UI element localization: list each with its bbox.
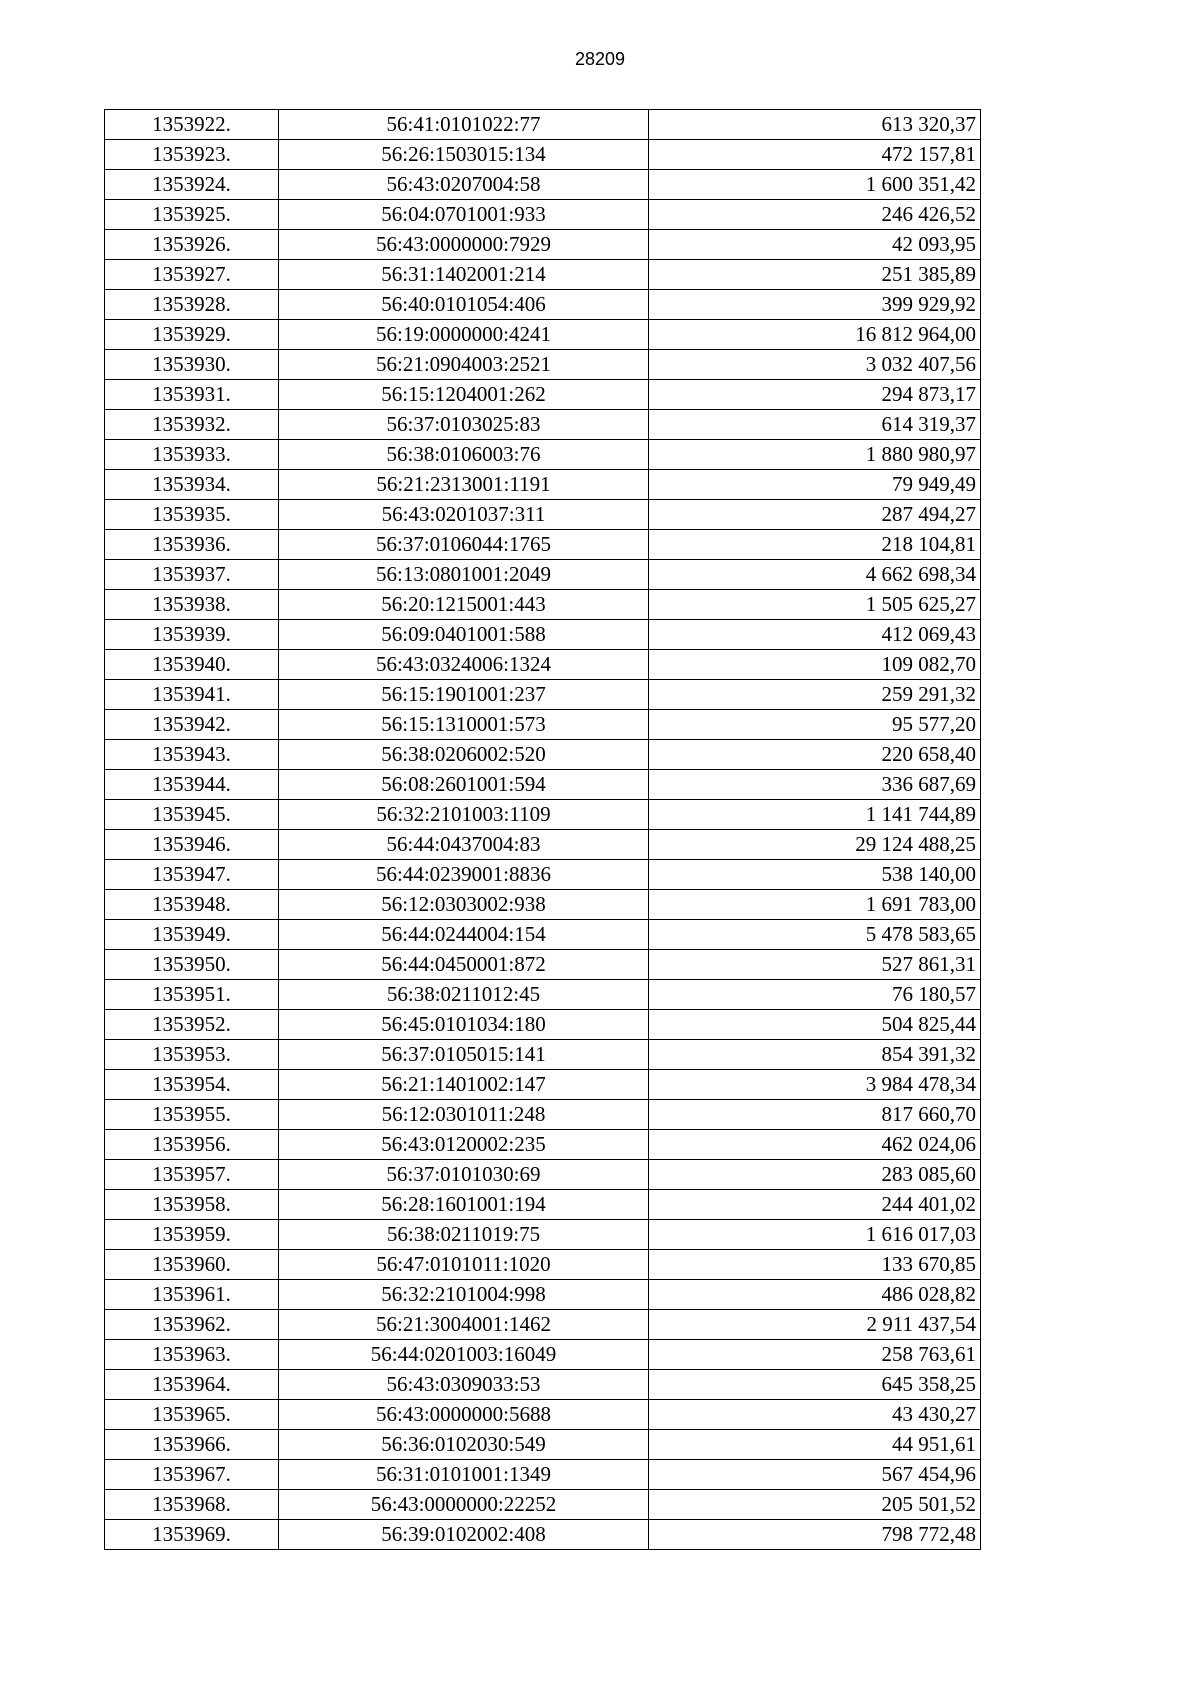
cadastral-number-cell: 56:20:1215001:443	[279, 590, 649, 620]
cadastral-number-cell: 56:43:0000000:5688	[279, 1400, 649, 1430]
table-row	[105, 1250, 981, 1280]
table-row	[105, 710, 981, 740]
table-row	[105, 1070, 981, 1100]
value-cell: 462 024,06	[649, 1130, 981, 1160]
cadastral-number-cell: 56:32:2101003:1109	[279, 800, 649, 830]
row-number-cell: 1353968.	[105, 1490, 279, 1520]
value-cell: 486 028,82	[649, 1280, 981, 1310]
value-cell: 412 069,43	[649, 620, 981, 650]
value-cell: 645 358,25	[649, 1370, 981, 1400]
cadastral-number-cell: 56:43:0000000:7929	[279, 230, 649, 260]
value-cell: 16 812 964,00	[649, 320, 981, 350]
value-cell: 817 660,70	[649, 1100, 981, 1130]
value-cell: 205 501,52	[649, 1490, 981, 1520]
row-number-cell: 1353945.	[105, 800, 279, 830]
value-cell: 287 494,27	[649, 500, 981, 530]
table-row	[105, 590, 981, 620]
cadastral-number-cell: 56:37:0105015:141	[279, 1040, 649, 1070]
value-cell: 4 662 698,34	[649, 560, 981, 590]
value-cell: 854 391,32	[649, 1040, 981, 1070]
table-row	[105, 560, 981, 590]
table-row	[105, 1520, 981, 1550]
table-row	[105, 830, 981, 860]
row-number-cell: 1353946.	[105, 830, 279, 860]
value-cell: 614 319,37	[649, 410, 981, 440]
cadastral-number-cell: 56:13:0801001:2049	[279, 560, 649, 590]
value-cell: 29 124 488,25	[649, 830, 981, 860]
cadastral-number-cell: 56:28:1601001:194	[279, 1190, 649, 1220]
row-number-cell: 1353925.	[105, 200, 279, 230]
row-number-cell: 1353954.	[105, 1070, 279, 1100]
row-number-cell: 1353927.	[105, 260, 279, 290]
table-row	[105, 1490, 981, 1520]
value-cell: 251 385,89	[649, 260, 981, 290]
cadastral-number-cell: 56:21:0904003:2521	[279, 350, 649, 380]
cadastral-number-cell: 56:15:1204001:262	[279, 380, 649, 410]
row-number-cell: 1353961.	[105, 1280, 279, 1310]
cadastral-number-cell: 56:08:2601001:594	[279, 770, 649, 800]
value-cell: 399 929,92	[649, 290, 981, 320]
value-cell: 1 505 625,27	[649, 590, 981, 620]
row-number-cell: 1353948.	[105, 890, 279, 920]
table-row	[105, 1130, 981, 1160]
table-row	[105, 1370, 981, 1400]
table-row	[105, 770, 981, 800]
value-cell: 1 691 783,00	[649, 890, 981, 920]
cadastral-number-cell: 56:31:0101001:1349	[279, 1460, 649, 1490]
register-table	[104, 109, 981, 1550]
row-number-cell: 1353929.	[105, 320, 279, 350]
value-cell: 1 880 980,97	[649, 440, 981, 470]
row-number-cell: 1353957.	[105, 1160, 279, 1190]
cadastral-number-cell: 56:38:0106003:76	[279, 440, 649, 470]
table-row	[105, 320, 981, 350]
page-number: 28209	[574, 49, 626, 69]
table-row	[105, 1100, 981, 1130]
row-number-cell: 1353932.	[105, 410, 279, 440]
cadastral-number-cell: 56:21:2313001:1191	[279, 470, 649, 500]
value-cell: 567 454,96	[649, 1460, 981, 1490]
value-cell: 43 430,27	[649, 1400, 981, 1430]
table-row	[105, 200, 981, 230]
table-row	[105, 1400, 981, 1430]
value-cell: 1 616 017,03	[649, 1220, 981, 1250]
row-number-cell: 1353964.	[105, 1370, 279, 1400]
cadastral-number-cell: 56:15:1901001:237	[279, 680, 649, 710]
row-number-cell: 1353939.	[105, 620, 279, 650]
table-row	[105, 1220, 981, 1250]
value-cell: 133 670,85	[649, 1250, 981, 1280]
row-number-cell: 1353933.	[105, 440, 279, 470]
row-number-cell: 1353923.	[105, 140, 279, 170]
cadastral-number-cell: 56:43:0120002:235	[279, 1130, 649, 1160]
table-row	[105, 290, 981, 320]
value-cell: 5 478 583,65	[649, 920, 981, 950]
table-row	[105, 440, 981, 470]
cadastral-number-cell: 56:43:0000000:22252	[279, 1490, 649, 1520]
row-number-cell: 1353928.	[105, 290, 279, 320]
row-number-cell: 1353924.	[105, 170, 279, 200]
table-row	[105, 110, 981, 140]
value-cell: 42 093,95	[649, 230, 981, 260]
table-row	[105, 500, 981, 530]
table-row	[105, 380, 981, 410]
value-cell: 259 291,32	[649, 680, 981, 710]
cadastral-number-cell: 56:38:0211012:45	[279, 980, 649, 1010]
value-cell: 472 157,81	[649, 140, 981, 170]
cadastral-number-cell: 56:38:0206002:520	[279, 740, 649, 770]
register-table-body	[105, 110, 981, 1550]
table-row	[105, 350, 981, 380]
value-cell: 258 763,61	[649, 1340, 981, 1370]
cadastral-number-cell: 56:38:0211019:75	[279, 1220, 649, 1250]
table-row	[105, 680, 981, 710]
cadastral-number-cell: 56:31:1402001:214	[279, 260, 649, 290]
row-number-cell: 1353934.	[105, 470, 279, 500]
value-cell: 504 825,44	[649, 1010, 981, 1040]
row-number-cell: 1353966.	[105, 1430, 279, 1460]
cadastral-number-cell: 56:21:1401002:147	[279, 1070, 649, 1100]
value-cell: 1 600 351,42	[649, 170, 981, 200]
value-cell: 220 658,40	[649, 740, 981, 770]
row-number-cell: 1353965.	[105, 1400, 279, 1430]
cadastral-number-cell: 56:37:0101030:69	[279, 1160, 649, 1190]
cadastral-number-cell: 56:44:0239001:8836	[279, 860, 649, 890]
table-row	[105, 170, 981, 200]
table-row	[105, 950, 981, 980]
table-row	[105, 260, 981, 290]
cadastral-number-cell: 56:19:0000000:4241	[279, 320, 649, 350]
table-row	[105, 1430, 981, 1460]
table-row	[105, 740, 981, 770]
table-row	[105, 530, 981, 560]
row-number-cell: 1353942.	[105, 710, 279, 740]
row-number-cell: 1353926.	[105, 230, 279, 260]
value-cell: 79 949,49	[649, 470, 981, 500]
row-number-cell: 1353947.	[105, 860, 279, 890]
table-row	[105, 1460, 981, 1490]
value-cell: 76 180,57	[649, 980, 981, 1010]
row-number-cell: 1353951.	[105, 980, 279, 1010]
value-cell: 527 861,31	[649, 950, 981, 980]
cadastral-number-cell: 56:39:0102002:408	[279, 1520, 649, 1550]
row-number-cell: 1353938.	[105, 590, 279, 620]
table-row	[105, 1280, 981, 1310]
table-row	[105, 1340, 981, 1370]
row-number-cell: 1353949.	[105, 920, 279, 950]
cadastral-number-cell: 56:37:0103025:83	[279, 410, 649, 440]
cadastral-number-cell: 56:43:0201037:311	[279, 500, 649, 530]
cadastral-number-cell: 56:12:0301011:248	[279, 1100, 649, 1130]
cadastral-number-cell: 56:32:2101004:998	[279, 1280, 649, 1310]
cadastral-number-cell: 56:36:0102030:549	[279, 1430, 649, 1460]
row-number-cell: 1353944.	[105, 770, 279, 800]
cadastral-number-cell: 56:21:3004001:1462	[279, 1310, 649, 1340]
row-number-cell: 1353969.	[105, 1520, 279, 1550]
value-cell: 294 873,17	[649, 380, 981, 410]
table-row	[105, 1010, 981, 1040]
table-row	[105, 980, 981, 1010]
row-number-cell: 1353941.	[105, 680, 279, 710]
table-row	[105, 860, 981, 890]
table-row	[105, 1160, 981, 1190]
cadastral-number-cell: 56:09:0401001:588	[279, 620, 649, 650]
row-number-cell: 1353960.	[105, 1250, 279, 1280]
row-number-cell: 1353958.	[105, 1190, 279, 1220]
table-row	[105, 1040, 981, 1070]
row-number-cell: 1353956.	[105, 1130, 279, 1160]
cadastral-number-cell: 56:26:1503015:134	[279, 140, 649, 170]
cadastral-number-cell: 56:43:0309033:53	[279, 1370, 649, 1400]
cadastral-number-cell: 56:43:0324006:1324	[279, 650, 649, 680]
table-row	[105, 410, 981, 440]
row-number-cell: 1353950.	[105, 950, 279, 980]
value-cell: 109 082,70	[649, 650, 981, 680]
value-cell: 336 687,69	[649, 770, 981, 800]
row-number-cell: 1353952.	[105, 1010, 279, 1040]
row-number-cell: 1353940.	[105, 650, 279, 680]
value-cell: 244 401,02	[649, 1190, 981, 1220]
table-row	[105, 1310, 981, 1340]
value-cell: 538 140,00	[649, 860, 981, 890]
row-number-cell: 1353962.	[105, 1310, 279, 1340]
cadastral-number-cell: 56:41:0101022:77	[279, 110, 649, 140]
value-cell: 246 426,52	[649, 200, 981, 230]
value-cell: 218 104,81	[649, 530, 981, 560]
value-cell: 2 911 437,54	[649, 1310, 981, 1340]
value-cell: 3 984 478,34	[649, 1070, 981, 1100]
table-row	[105, 650, 981, 680]
table-row	[105, 620, 981, 650]
value-cell: 613 320,37	[649, 110, 981, 140]
row-number-cell: 1353935.	[105, 500, 279, 530]
row-number-cell: 1353931.	[105, 380, 279, 410]
row-number-cell: 1353922.	[105, 110, 279, 140]
cadastral-number-cell: 56:47:0101011:1020	[279, 1250, 649, 1280]
row-number-cell: 1353936.	[105, 530, 279, 560]
value-cell: 283 085,60	[649, 1160, 981, 1190]
value-cell: 3 032 407,56	[649, 350, 981, 380]
table-row	[105, 140, 981, 170]
cadastral-number-cell: 56:44:0201003:16049	[279, 1340, 649, 1370]
cadastral-number-cell: 56:44:0450001:872	[279, 950, 649, 980]
cadastral-number-cell: 56:44:0244004:154	[279, 920, 649, 950]
value-cell: 44 951,61	[649, 1430, 981, 1460]
value-cell: 95 577,20	[649, 710, 981, 740]
cadastral-number-cell: 56:04:0701001:933	[279, 200, 649, 230]
table-row	[105, 920, 981, 950]
row-number-cell: 1353959.	[105, 1220, 279, 1250]
cadastral-number-cell: 56:44:0437004:83	[279, 830, 649, 860]
table-row	[105, 470, 981, 500]
row-number-cell: 1353955.	[105, 1100, 279, 1130]
table-row	[105, 1190, 981, 1220]
value-cell: 1 141 744,89	[649, 800, 981, 830]
row-number-cell: 1353943.	[105, 740, 279, 770]
value-cell: 798 772,48	[649, 1520, 981, 1550]
row-number-cell: 1353967.	[105, 1460, 279, 1490]
cadastral-number-cell: 56:45:0101034:180	[279, 1010, 649, 1040]
row-number-cell: 1353930.	[105, 350, 279, 380]
row-number-cell: 1353953.	[105, 1040, 279, 1070]
table-row	[105, 890, 981, 920]
row-number-cell: 1353963.	[105, 1340, 279, 1370]
row-number-cell: 1353937.	[105, 560, 279, 590]
cadastral-number-cell: 56:43:0207004:58	[279, 170, 649, 200]
cadastral-number-cell: 56:12:0303002:938	[279, 890, 649, 920]
cadastral-number-cell: 56:37:0106044:1765	[279, 530, 649, 560]
cadastral-number-cell: 56:40:0101054:406	[279, 290, 649, 320]
table-row	[105, 800, 981, 830]
table-row	[105, 230, 981, 260]
cadastral-number-cell: 56:15:1310001:573	[279, 710, 649, 740]
